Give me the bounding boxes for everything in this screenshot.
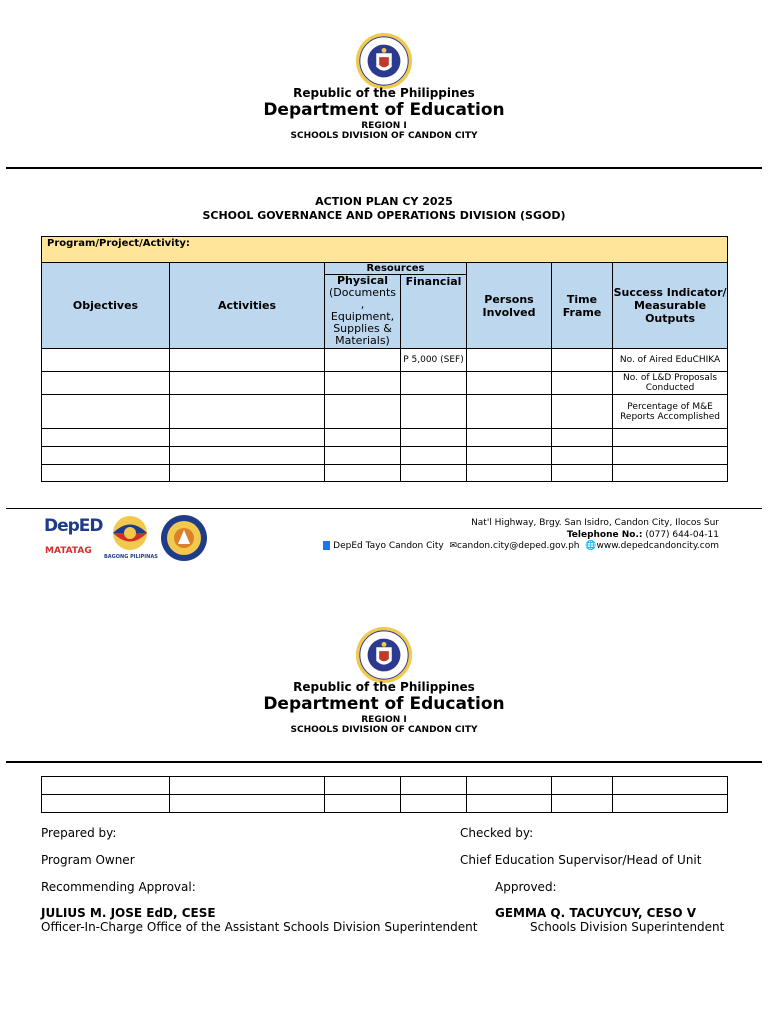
header-financial: Financial — [401, 275, 467, 349]
financial-cell — [401, 372, 467, 395]
table-row — [42, 372, 728, 395]
division-text: SCHOOLS DIVISION OF CANDON CITY — [290, 131, 478, 141]
header-physical — [325, 275, 401, 349]
program-owner-label: Program Owner — [41, 853, 135, 867]
header-resources: Resources — [325, 263, 467, 275]
bagong-pilipinas-icon — [108, 514, 152, 552]
table-row — [42, 777, 728, 795]
deped-seal-icon — [355, 626, 413, 684]
matatag-logo: MATATAG — [45, 546, 92, 556]
telephone-line — [567, 530, 719, 540]
header-success: Success Indicator/ Measurable Outputs — [613, 263, 728, 349]
facebook-link[interactable]: DepEd Tayo Candon City — [333, 541, 444, 551]
header-time: Time Frame — [552, 263, 613, 349]
physical-detail-3: Equipment, — [330, 310, 395, 323]
table-row — [42, 465, 728, 482]
republic-text: Republic of the Philippines — [293, 86, 475, 100]
plan-title: ACTION PLAN CY 2025 — [315, 195, 453, 208]
table-row — [42, 795, 728, 813]
division-text: SCHOOLS DIVISION OF CANDON CITY — [290, 725, 478, 735]
physical-detail-4: Supplies & — [333, 322, 392, 335]
table-row — [42, 349, 728, 372]
recommender-title: Officer-In-Charge Office of the Assistant Schools Division Superintendent — [41, 920, 478, 934]
success-cell: No. of L&D Proposals Conducted — [613, 372, 728, 395]
physical-detail-5: Materials) — [335, 334, 390, 347]
address-text: Nat'l Highway, Brgy. San Isidro, Candon City, Ilocos Sur — [471, 518, 719, 528]
contact-line — [323, 541, 719, 551]
table-row — [42, 447, 728, 465]
deped-seal-icon — [355, 32, 413, 90]
telephone-number: (077) 644-04-11 — [645, 530, 719, 540]
globe-icon: 🌐 — [585, 541, 597, 551]
approver-title: Schools Division Superintendent — [530, 920, 725, 934]
continuation-table — [41, 776, 728, 813]
header-objectives: Objectives — [42, 263, 170, 349]
chief-label: Chief Education Supervisor/Head of Unit — [460, 853, 702, 867]
website-link[interactable]: www.depedcandoncity.com — [596, 541, 719, 551]
physical-detail-2: , — [360, 298, 365, 311]
region-text: REGION I — [361, 715, 407, 725]
financial-cell: P 5,000 (SEF) — [401, 349, 467, 372]
success-cell: Percentage of M&E Reports Accomplished — [613, 395, 728, 429]
deped-logo: DepED — [44, 516, 103, 536]
republic-text: Republic of the Philippines — [293, 680, 475, 694]
region-text: REGION I — [361, 121, 407, 131]
facebook-icon — [323, 541, 330, 550]
physical-detail-1: (Documents — [328, 286, 396, 299]
physical-label: Physical — [336, 274, 389, 287]
email-icon: ✉ — [449, 541, 458, 551]
header-activities: Activities — [170, 263, 325, 349]
checked-by-label: Checked by: — [460, 826, 534, 840]
footer-divider — [6, 508, 762, 509]
financial-cell — [401, 395, 467, 429]
table-row — [42, 395, 728, 429]
department-title: Department of Education — [263, 694, 505, 714]
recommending-label: Recommending Approval: — [41, 880, 196, 894]
deped-division-seal-icon — [160, 514, 208, 562]
header-persons: Persons Involved — [467, 263, 552, 349]
bagong-pilipinas-text: BAGONG PILIPINAS — [104, 554, 158, 560]
success-cell: No. of Aired EduCHIKA — [613, 349, 728, 372]
approver-name: GEMMA Q. TACUYCUY, CESO V — [495, 906, 696, 920]
header-divider — [6, 761, 762, 763]
department-title: Department of Education — [263, 100, 505, 120]
prepared-by-label: Prepared by: — [41, 826, 117, 840]
telephone-label: Telephone No.: — [566, 530, 643, 540]
ppa-row — [42, 237, 728, 263]
header-divider — [6, 167, 762, 169]
action-plan-table — [41, 236, 728, 482]
recommender-name: JULIUS M. JOSE EdD, CESE — [41, 906, 216, 920]
plan-subtitle: SCHOOL GOVERNANCE AND OPERATIONS DIVISION (SGOD) — [202, 209, 566, 222]
table-row — [42, 429, 728, 447]
approved-label: Approved: — [495, 880, 557, 894]
email-link[interactable]: candon.city@deped.gov.ph — [457, 541, 580, 551]
ppa-label: Program/Project/Activity: — [47, 238, 190, 249]
